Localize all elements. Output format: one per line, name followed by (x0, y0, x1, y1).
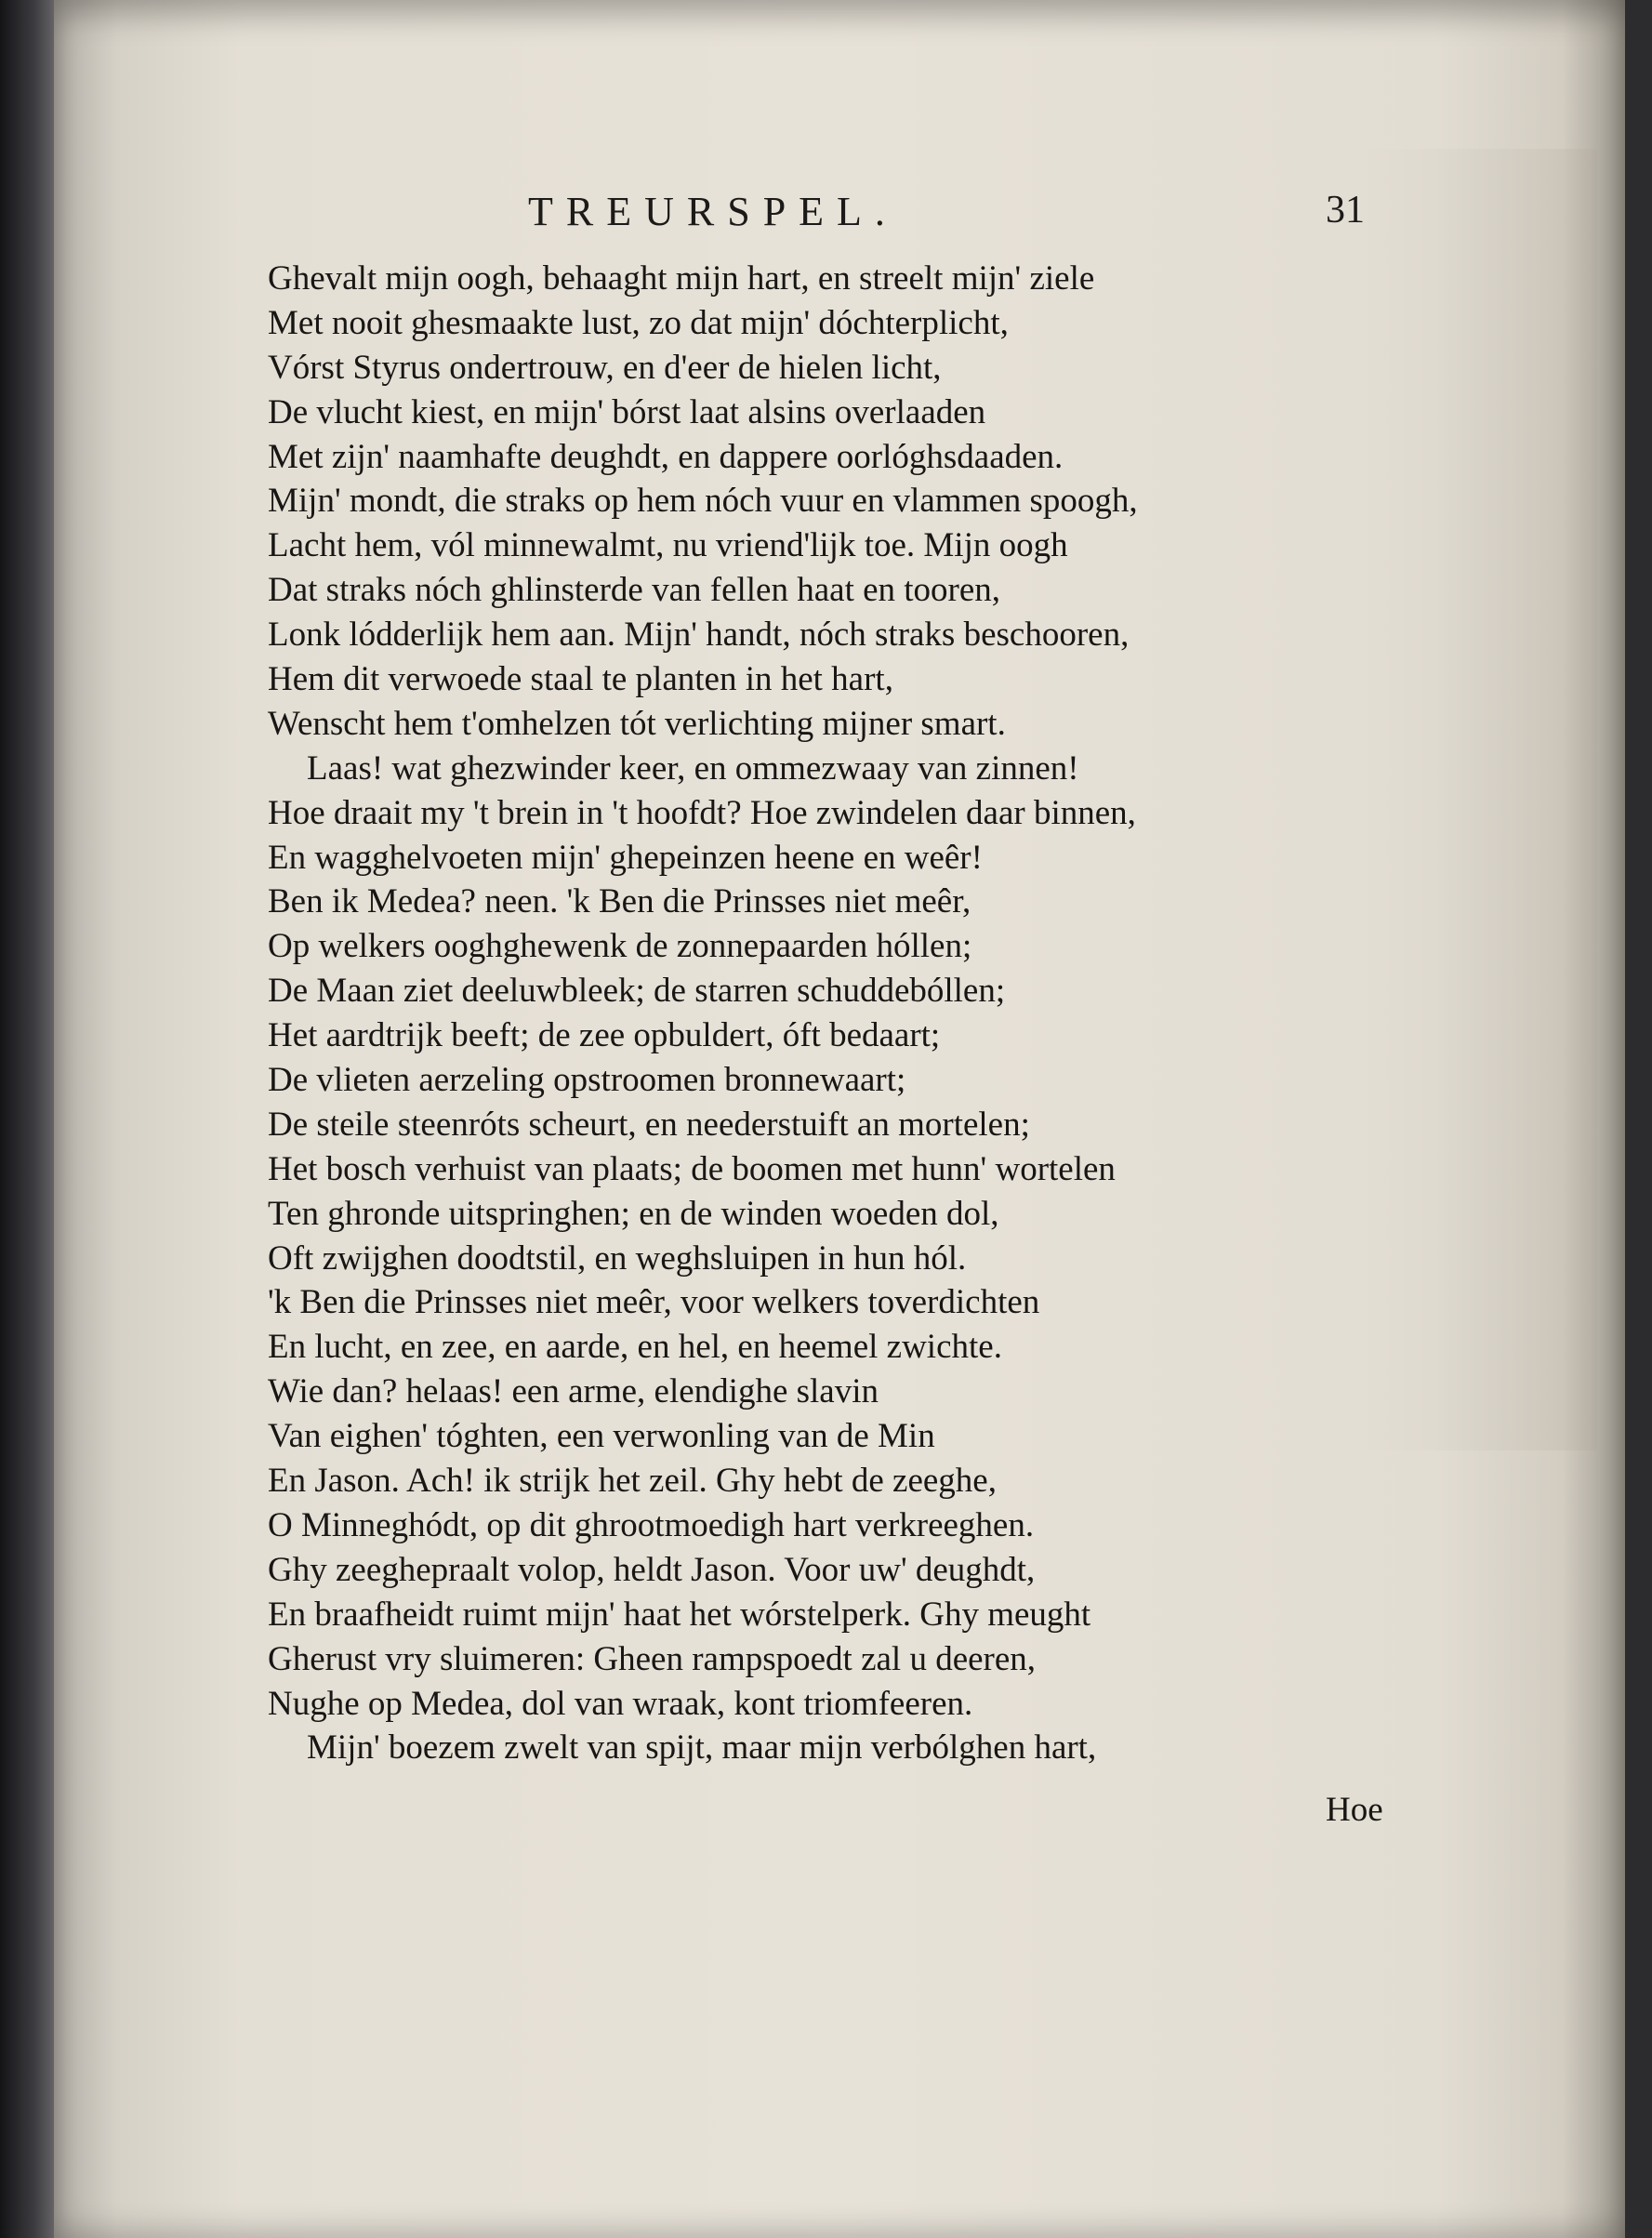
verse-line: Het bosch verhuist van plaats; de boomen met hunn' wortelen (268, 1149, 1116, 1188)
verse-line: En braafheidt ruimt mijn' haat het wórstelperk. Ghy meught (268, 1595, 1091, 1634)
verse-line: Oft zwijghen doodtstil, en weghsluipen in hun hól. (268, 1238, 967, 1278)
verse-line: Ben ik Medea? neen. 'k Ben die Prinsses niet meêr, (268, 882, 971, 921)
verse-line: De Maan ziet deeluwbleek; de starren schuddebóllen; (268, 972, 1006, 1011)
verse-line: Ten ghronde uitspringhen; en de winden woeden dol, (268, 1194, 999, 1233)
verse-line: Vórst Styrus ondertrouw, en d'eer de hielen licht, (268, 348, 942, 387)
verse-line: Lacht hem, vól minnewalmt, nu vriend'lijk toe. Mijn oogh (268, 526, 1068, 565)
verse-line: Ghy zeeghepraalt volop, heldt Jason. Voor uw' deughdt, (268, 1550, 1036, 1589)
page-number: 31 (1326, 189, 1365, 232)
verse-line: Hoe draait my 't brein in 't hoofdt? Hoe zwindelen daar binnen, (268, 793, 1136, 832)
verse-line: Van eighen' tóghten, een verwonling van de Min (268, 1417, 935, 1456)
page-header (54, 186, 1625, 251)
verse-line: De vlieten aerzeling opstroomen bronnewaart; (268, 1061, 906, 1100)
verse-line: De steile steenróts scheurt, en neederstuift an mortelen; (268, 1105, 1030, 1144)
verse-line: Nughe op Medea, dol van wraak, kont triomfeeren. (268, 1684, 973, 1723)
verse-line: En Jason. Ach! ik strijk het zeil. Ghy hebt de zeeghe, (268, 1462, 997, 1501)
verse-line: Met nooit ghesmaakte lust, zo dat mijn' dóchterplicht, (268, 303, 1009, 342)
verse-line: O Minneghódt, op dit ghrootmoedigh hart verkreeghen. (268, 1505, 1035, 1544)
verse-line: De vlucht kiest, en mijn' bórst laat alsins overlaaden (268, 392, 986, 431)
verse-block (268, 257, 1439, 1770)
verse-line: 'k Ben die Prinsses niet meêr, voor welkers toverdichten (268, 1283, 1040, 1322)
binding-edge (0, 0, 58, 2238)
verse-line: Mijn' mondt, die straks op hem nóch vuur en vlammen spoogh, (268, 482, 1138, 521)
verse-line: Mijn' boezem zwelt van spijt, maar mijn verbólghen hart, (307, 1728, 1097, 1768)
verse-line: Laas! wat ghezwinder keer, en ommezwaay van zinnen! (307, 748, 1079, 788)
verse-line: Lonk lódderlijk hem aan. Mijn' handt, nóch straks beschooren, (268, 616, 1130, 655)
book-page (54, 0, 1625, 2238)
running-title: TREURSPEL. (528, 189, 898, 234)
verse-line: Het aardtrijk beeft; de zee opbuldert, óft bedaart; (268, 1016, 941, 1055)
verse-line: Gherust vry sluimeren: Gheen rampspoedt zal u deeren, (268, 1639, 1037, 1678)
verse-line: Wenscht hem t'omhelzen tót verlichting mijner smart. (268, 704, 1006, 743)
verse-line: Dat straks nóch ghlinsterde van fellen haat en tooren, (268, 571, 1001, 610)
verse-line: Wie dan? helaas! een arme, elendighe slavin (268, 1372, 879, 1411)
catchword: Hoe (1326, 1791, 1383, 1829)
verse-line: Op welkers ooghghewenk de zonnepaarden hóllen; (268, 927, 972, 966)
verse-line: Ghevalt mijn oogh, behaaght mijn hart, en streelt mijn' ziele (268, 259, 1095, 298)
verse-line: En wagghelvoeten mijn' ghepeinzen heene en weêr! (268, 838, 983, 877)
verse-line: Hem dit verwoede staal te planten in het hart, (268, 660, 893, 699)
verse-line: Met zijn' naamhafte deughdt, en dappere oorlóghsdaaden. (268, 437, 1064, 476)
verse-line: En lucht, en zee, en aarde, en hel, en heemel zwichte. (268, 1328, 1002, 1367)
